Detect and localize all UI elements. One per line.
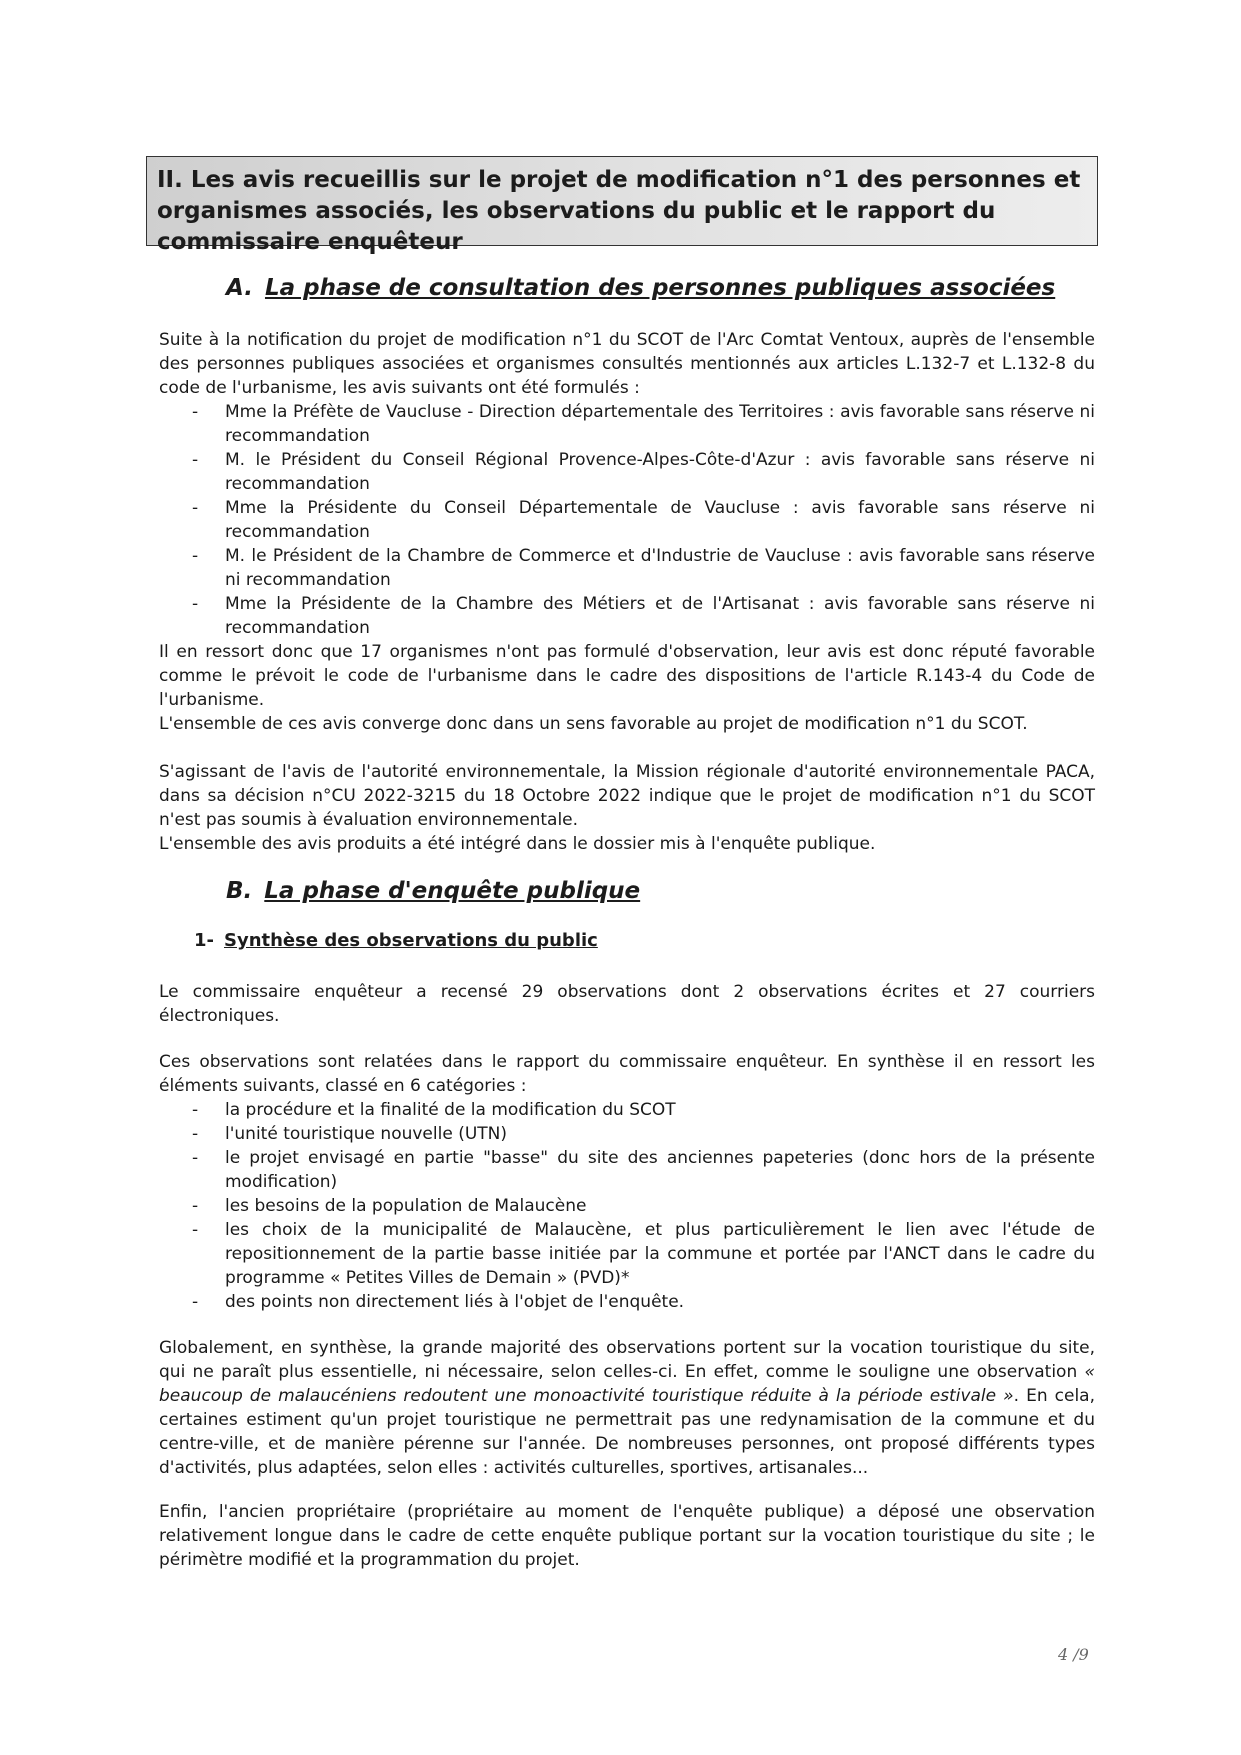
part-a-title: La phase de consultation des personnes publiques associées [264, 275, 1056, 301]
category-item: - les besoins de la population de Malaucène [159, 1194, 1095, 1218]
sub-heading-1-title: Synthèse des observations du public [224, 930, 598, 951]
category-item: - les choix de la municipalité de Malaucène, et plus particulièrement le lien avec l'étude de repositionnement de la partie basse initiée par la commune et portée par l'ANCT dans le cadre du programme « Petites Villes de Demain » (PVD)* [159, 1218, 1095, 1290]
category-item: - le projet envisagé en partie "basse" du site des anciennes papeteries (donc hors de la présente modification) [159, 1146, 1095, 1194]
sub-heading-1-number: 1- [194, 930, 214, 951]
avis-item: - Mme la Présidente de la Chambre des Métiers et de l'Artisanat : avis favorable sans réserve ni recommandation [159, 592, 1095, 640]
avis-item: - Mme la Préfète de Vaucluse - Direction départementale des Territoires : avis favorable sans réserve ni recommandation [159, 400, 1095, 448]
paragraph-3-end: . En cela, certaines estiment qu'un projet touristique ne permettrait pas une redynamisation de la commune et du centre-ville, et de manière pérenne sur l'année. De nombreuses personnes, ont proposé différents types d'activités, plus adaptées, selon elles : activités culturelles, sportives, artisanales... [159, 1386, 1096, 1478]
part-a-heading [226, 275, 1055, 301]
avis-item: - Mme la Présidente du Conseil Départementale de Vaucluse : avis favorable sans réserve ni recommandation [159, 496, 1095, 544]
sub-heading-1 [194, 930, 598, 951]
part-b-paragraph-4: Enfin, l'ancien propriétaire (propriétaire au moment de l'enquête publique) a déposé une observation relativement longue dans le cadre de cette enquête publique portant sur la vocation touristique du site ; le périmètre modifié et la programmation du projet. [159, 1502, 1095, 1570]
part-a-paragraph-4: L'ensemble des avis produits a été intégré dans le dossier mis à l'enquête publique. [159, 834, 876, 854]
category-item: - des points non directement liés à l'objet de l'enquête. [159, 1290, 1095, 1314]
part-b-letter: B. [226, 878, 253, 904]
paragraph-3-quote: « beaucoup de malaucéniens redoutent une monoactivité touristique réduite à la période estivale » [159, 1362, 1095, 1406]
section-header-box [146, 156, 1098, 255]
part-b-heading [226, 878, 640, 904]
part-b-paragraph-1: Le commissaire enquêteur a recensé 29 observations dont 2 observations écrites et 27 courriers électroniques. [159, 982, 1095, 1026]
part-a-paragraph-2: L'ensemble de ces avis converge donc dans un sens favorable au projet de modification n°1 du SCOT. [159, 714, 1028, 734]
part-a-intro: Suite à la notification du projet de modification n°1 du SCOT de l'Arc Comtat Ventoux, auprès de l'ensemble des personnes publiques associées et organismes consultés mentionnés aux articles L.132-7 et L.132-8 du code de l'urbanisme, les avis suivants ont été formulés : [159, 330, 1095, 398]
part-a-paragraph-1: Il en ressort donc que 17 organismes n'ont pas formulé d'observation, leur avis est donc réputé favorable comme le prévoit le code de l'urbanisme dans le cadre des dispositions de l'article R.143-4 du Code de l'urbanisme. [159, 642, 1095, 710]
paragraph-3-start: Globalement, en synthèse, la grande majorité des observations portent sur la vocation touristique du site, qui ne paraît plus essentielle, ni nécessaire, selon celles-ci. En effet, comme le souligne une observation [159, 1338, 1095, 1382]
category-item: - l'unité touristique nouvelle (UTN) [159, 1122, 1095, 1146]
category-item: - la procédure et la finalité de la modification du SCOT [159, 1098, 1095, 1122]
categories-list [159, 1098, 1095, 1314]
part-b-paragraph-3 [159, 1336, 1095, 1480]
avis-item: - M. le Président du Conseil Régional Provence-Alpes-Côte-d'Azur : avis favorable sans réserve ni recommandation [159, 448, 1095, 496]
part-b-paragraph-2: Ces observations sont relatées dans le rapport du commissaire enquêteur. En synthèse il en ressort les éléments suivants, classé en 6 catégories : [159, 1052, 1095, 1096]
avis-list [159, 400, 1095, 640]
part-a-letter: A. [226, 275, 253, 301]
avis-item: - M. le Président de la Chambre de Commerce et d'Industrie de Vaucluse : avis favorable sans réserve ni recommandation [159, 544, 1095, 592]
section-title: II. Les avis recueillis sur le projet de modification n°1 des personnes et organismes associés, les observations du public et le rapport du commissaire enquêteur [157, 167, 1081, 255]
page-number: 4 /9 [1058, 1645, 1089, 1664]
part-a-paragraph-3: S'agissant de l'avis de l'autorité environnementale, la Mission régionale d'autorité environnementale PACA, dans sa décision n°CU 2022-3215 du 18 Octobre 2022 indique que le projet de modification n°1 du SCOT n'est pas soumis à évaluation environnementale. [159, 762, 1095, 830]
part-b-title: La phase d'enquête publique [264, 878, 641, 904]
